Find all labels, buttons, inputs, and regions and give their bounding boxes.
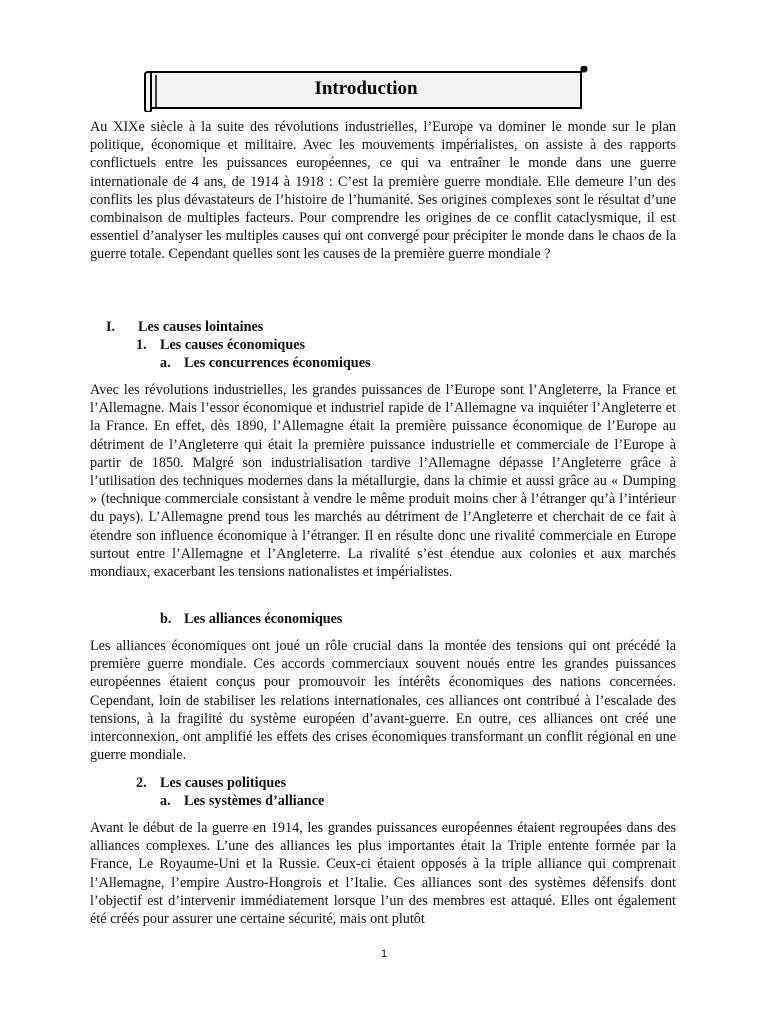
subsection-number: 1.: [136, 337, 147, 353]
subsection-title: Les causes économiques: [160, 337, 306, 353]
subsubsection-letter: b.: [160, 611, 172, 627]
section-heading-1: [106, 318, 263, 336]
subsubsection-heading-1b: [160, 610, 342, 628]
paragraph-alliances-economiques: Les alliances économiques ont joué un rôle crucial dans la montée des tensions qui ont précédé la première guerre mondiale. Ces accords commerciaux souvent noués entre les grandes puissances européennes étaient conçus pour promouvoir les intérêts économiques des nations concernées. Cependant, loin de stabiliser les relations internationales, ces alliances ont contribué à l’escalade des tensions, à la fragilité du système européen d’avant-guerre. En outre, ces alliances ont créé une interconnexion, ont amplifié les effets des crises économiques transformant un conflit régional en une guerre mondiale.: [90, 638, 676, 764]
title-scroll-banner: [144, 66, 588, 112]
subsubsection-title: Les concurrences économiques: [184, 355, 371, 371]
subsubsection-letter: a.: [160, 793, 171, 809]
page-title: Introduction: [314, 78, 418, 99]
subsection-heading-2: [136, 774, 286, 792]
subsection-title: Les causes politiques: [160, 775, 287, 791]
subsubsection-heading-1a: [160, 354, 371, 372]
intro-paragraph: Au XIXe siècle à la suite des révolutions industrielles, l’Europe va dominer le monde sur le plan politique, économique et militaire. Avec les mouvements impérialistes, on assiste à des rapports conflictuels entre les puissances européennes, ce qui va entraîner le monde dans une guerre internationale de 4 ans, de 1914 à 1918 : C’est la première guerre mondiale. Elle demeure l’un des conflits les plus dévastateurs de l’histoire de l’humanité. Ses origines complexes sont le résultat d’une combinaison de multiples facteurs. Pour comprendre les origines de ce conflit cataclysmique, il est essentiel d’analyser les multiples causes qui ont convergé pour précipiter le monde dans le chaos de la guerre totale. Cependant quelles sont les causes de la première guerre mondiale ?: [90, 119, 676, 263]
subsection-number: 2.: [136, 775, 147, 791]
paragraph-systemes-alliance: Avant le début de la guerre en 1914, les grandes puissances européennes étaient regroupées dans des alliances complexes. L’une des alliances les plus importantes était la Triple entente formée par la France, Le Royaume-Uni et la Russie. Ceux-ci étaient opposés à la triple alliance qui comprenait l’Allemagne, l’empire Austro-Hongrois et l’Italie. Ces alliances sont des systèmes défensifs dont l’objectif est d’intervenir immédiatement lorsque l’un des membres est attaqué. Elles ont également été créés pour assurer une certaine sécurité, mais ont plutôt: [90, 820, 676, 928]
subsubsection-title: Les alliances économiques: [184, 611, 343, 627]
subsection-heading-1: [136, 336, 305, 354]
subsubsection-title: Les systèmes d’alliance: [184, 793, 325, 809]
paragraph-concurrences: Avec les révolutions industrielles, les grandes puissances de l’Europe sont l’Angleterre, la France et l’Allemagne. Mais l’essor économique et industriel rapide de l’Allemagne va inquiéter l’Angleterre et la France. En effet, dès 1890, l’Allemagne était la première puissance économique de l’Europe au détriment de l’Angleterre qui était la première puissance industrielle et commerciale de l’Europe à partir de 1850. Malgré son industrialisation tardive l’Allemagne dépasse l’Angleterre grâce à l’utilisation des techniques modernes dans la métallurgie, dans la chimie et aussi grâce au « Dumping » (technique commerciale consistant à vendre le même produit moins cher à l’étranger qu’à l’intérieur du pays). L’Allemagne prend tous les marchés au détriment de l’Angleterre et cherchait de ce fait à étendre son influence économique à l’étranger. Il en résulte donc une rivalité commerciale en Europe surtout entre l’Allemagne et l’Angleterre. La rivalité s’est étendue aux colonies et aux marchés mondiaux, exacerbant les tensions nationalistes et impérialistes.: [90, 382, 676, 581]
section-title: Les causes lointaines: [138, 319, 264, 335]
subsubsection-heading-2a: [160, 792, 324, 810]
subsubsection-letter: a.: [160, 355, 171, 371]
page-number: 1: [380, 948, 388, 960]
section-number: I.: [106, 319, 116, 335]
